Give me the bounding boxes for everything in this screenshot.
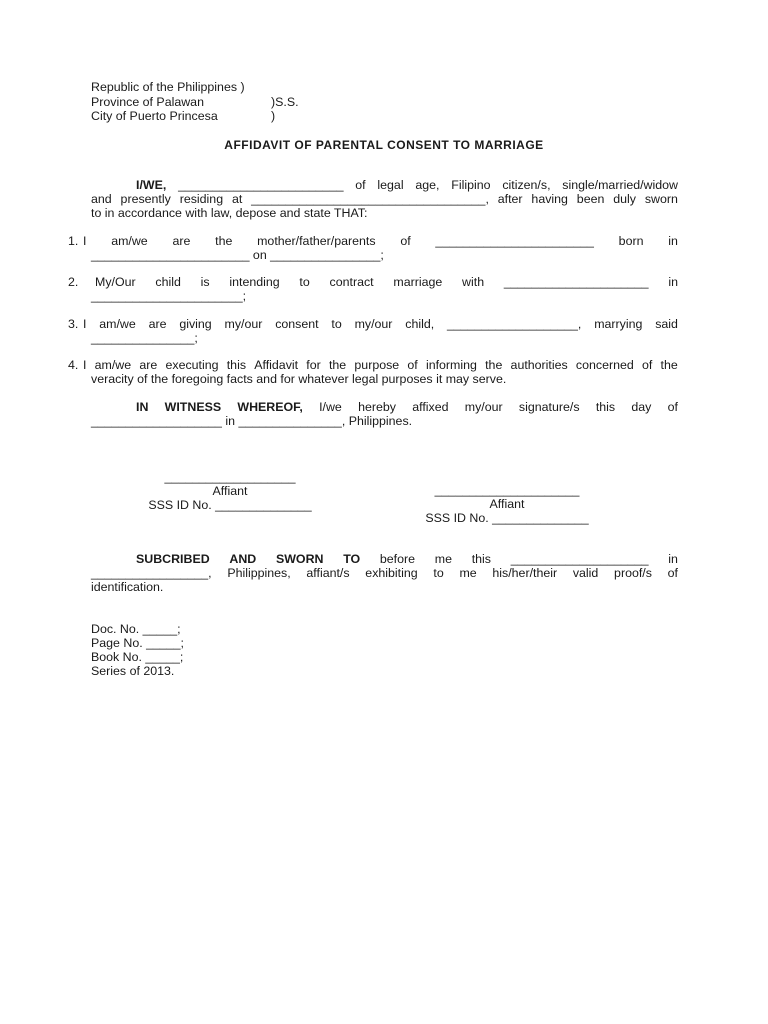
intro-paragraph [91,178,678,220]
item-3 [83,317,678,331]
intro-line-2: and presently residing at __________________________________, after having been duly sworn [91,192,678,206]
item-2 [95,275,678,289]
item-4-cont [91,372,678,386]
affiant-label-1: Affiant [212,484,248,498]
book-number: Book No. _____; [91,650,184,664]
signature-line-2: _____________________ [434,483,580,497]
item-1-line-2: _______________________ on ________________; [91,248,384,262]
signature-block-2 [407,483,607,525]
item-number-1: 1. [68,234,79,248]
jurat-line-2: _________________, Philippines, affiant/s exhibiting to me his/her/their valid proof/s of [91,566,678,580]
item-1-cont [91,248,678,262]
venue-ss: )S.S. [271,94,299,109]
series-year: Series of 2013. [91,664,175,678]
venue-block [91,80,311,124]
item-1-line-1: I am/we are the mother/father/parents of _______________________ born in [83,234,678,248]
signature-block-1 [130,470,330,512]
item-3-line-2: _______________; [91,331,198,345]
item-4-line-1: I am/we are executing this Affidavit for the purpose of informing the authorities concerned of the [83,358,678,372]
venue-city: City of Puerto Princesa [91,109,218,123]
intro-line-1: I/WE, ________________________ of legal age, Filipino citizen/s, single/married/widow [136,178,678,192]
item-3-cont [91,331,678,345]
item-number-2: 2. [68,275,79,289]
item-4-line-2: veracity of the foregoing facts and for whatever legal purposes it may serve. [91,372,507,386]
jurat-line-3: identification. [91,580,164,594]
item-number-3: 3. [68,317,79,331]
doc-number: Doc. No. _____; [91,622,181,636]
item-4 [83,358,678,372]
item-number-4: 4. [68,358,79,372]
notarial-register [91,622,291,678]
venue-province: Province of Palawan [91,94,204,109]
jurat-paragraph [91,552,678,594]
item-3-line-1: I am/we are giving my/our consent to my/our child, ___________________, marrying said [83,317,678,331]
witness-paragraph [91,400,678,428]
item-2-line-2: ______________________; [91,289,247,303]
sss-id-2: SSS ID No. ______________ [425,511,589,525]
item-2-cont [91,289,678,303]
signature-line-1: ___________________ [164,470,296,484]
item-1 [83,234,678,248]
jurat-line-1: SUBCRIBED AND SWORN TO before me this ____________________ in [136,552,678,566]
witness-line-1: IN WITNESS WHEREOF, I/we hereby affixed my/our signature/s this day of [136,400,678,414]
witness-line-2: ___________________ in _______________, Philippines. [91,414,413,428]
document-title: AFFIDAVIT OF PARENTAL CONSENT TO MARRIAGE [224,138,544,152]
venue-republic: Republic of the Philippines ) [91,80,245,94]
page-number: Page No. _____; [91,636,185,650]
affiant-label-2: Affiant [489,497,525,511]
sss-id-1: SSS ID No. ______________ [148,498,312,512]
venue-city-paren: ) [271,109,276,123]
intro-line-3: to in accordance with law, depose and state THAT: [91,206,368,220]
item-2-line-1: My/Our child is intending to contract marriage with _____________________ in [95,275,678,289]
